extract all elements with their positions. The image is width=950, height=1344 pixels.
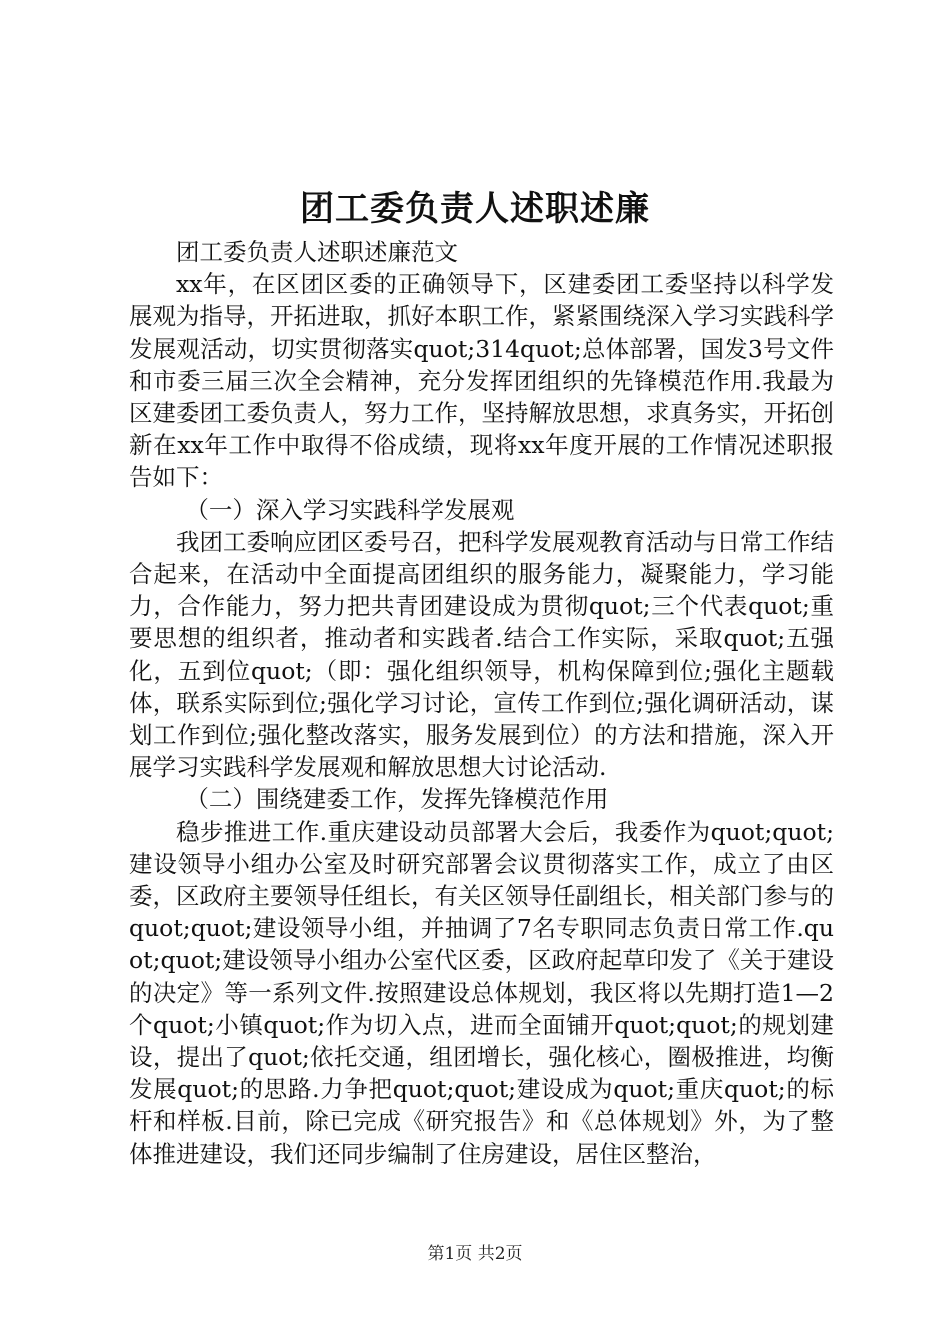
page-number-footer: 第1页 共2页 [427,1244,523,1264]
document-title: 团工委负责人述职述廉 [300,189,650,229]
paragraph-section-1: 我团工委响应团区委号召，把科学发展观教育活动与日常工作结合起来，在活动中全面提高团组织的服务能力，凝聚能力，学习能力，合作能力，努力把共青团建设成为贯彻quot;三个代表quot;重要思想的组织者，推动者和实践者.结合工作实际，采取quot;五强化，五到位quot;（即：强化组织领导，机构保障到位;强化主题载体，联系实际到位;强化学习讨论，宣传工作到位;强化调研活动，谋划工作到位;强化整改落实，服务发展到位）的方法和措施，深入开展学习实践科学发展观和解放思想大讨论活动. [129,527,834,782]
paragraph-section-2: 稳步推进工作.重庆建设动员部署大会后，我委作为quot;quot;建设领导小组办公室及时研究部署会议贯彻落实工作，成立了由区委，区政府主要领导任组长，有关区领导任副组长，相关部门参与的quot;quot;建设领导小组，并抽调了7名专职同志负责日常工作.quot;quot;建设领导小组办公室代区委，区政府起草印发了《关于建设的决定》等一系列文件.按照建设总体规划，我区将以先期打造1—2个quot;小镇quot;作为切入点，进而全面铺开quot;quot;的规划建设，提出了quot;依托交通，组团增长，强化核心，圈极推进，均衡发展quot;的思路.力争把quot;quot;建设成为quot;重庆quot;的标杆和样板.目前，除已完成《研究报告》和《总体规划》外，为了整体推进建设，我们还同步编制了住房建设，居住区整治， [129,817,834,1168]
section-heading-2: （二）围绕建委工作，发挥先锋模范作用 [185,785,609,814]
paragraph-intro: xx年，在区团区委的正确领导下，区建委团工委坚持以科学发展观为指导，开拓进取，抓好本职工作，紧紧围绕深入学习实践科学发展观活动，切实贯彻落实quot;314quot;总体部署，国发3号文件和市委三届三次全会精神，充分发挥团组织的先锋模范作用.我最为区建委团工委负责人，努力工作，坚持解放思想，求真务实，开拓创新在xx年工作中取得不俗成绩，现将xx年度开展的工作情况述职报告如下： [129,270,834,492]
section-heading-1: （一）深入学习实践科学发展观 [185,495,515,524]
document-subtitle: 团工委负责人述职述廉范文 [176,238,458,266]
document-body [129,236,834,1170]
